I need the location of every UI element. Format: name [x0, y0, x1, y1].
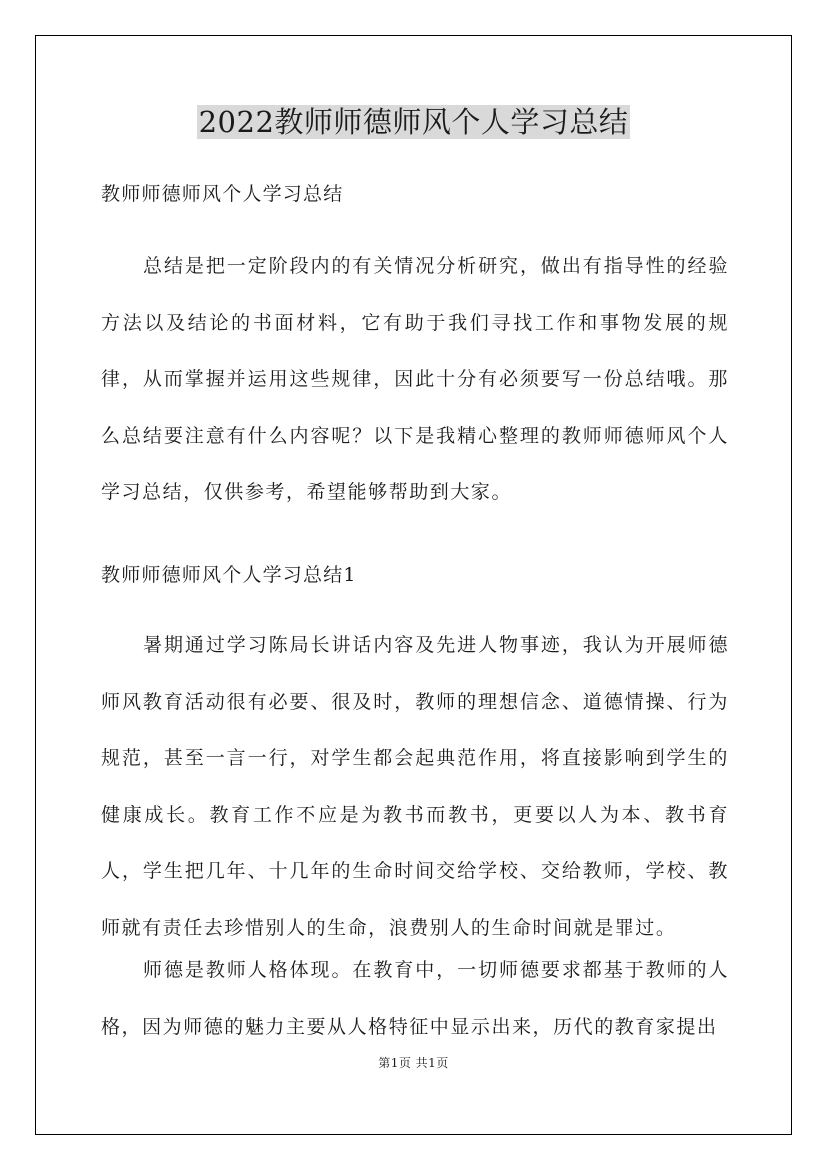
page-footer: 第1页 共1页 — [378, 1056, 449, 1070]
section-heading-intro: 教师师德师风个人学习总结 — [101, 183, 344, 205]
document-title-text: 2022教师师德师风个人学习总结 — [198, 105, 629, 139]
intro-paragraph: 总结是把一定阶段内的有关情况分析研究，做出有指导性的经验方法以及结论的书面材料，它有助于我们寻找工作和事物发展的规律，从而掌握并运用这些规律，因此十分有必须要写一份总结哦。那么总结要注意有什么内容呢？以下是我精心整理的教师师德师风个人学习总结，仅供参考，希望能够帮助到大家。 — [101, 255, 729, 503]
section-1-paragraph-2: 师德是教师人格体现。在教育中，一切师德要求都基于教师的人格，因为师德的魅力主要从人格特征中显示出来，历代的教育家提出 — [101, 959, 729, 1038]
section-heading-1: 教师师德师风个人学习总结1 — [101, 564, 357, 586]
document-title — [0, 102, 827, 142]
section-1-paragraph-1: 暑期通过学习陈局长讲话内容及先进人物事迹，我认为开展师德师风教育活动很有必要、很及时，教师的理想信念、道德情操、行为规范，甚至一言一行，对学生都会起典范作用，将直接影响到学生的健康成长。教育工作不应是为教书而教书，更要以人为本、教书育人，学生把几年、十几年的生命时间交给学校、交给教师，学校、教师就有责任去珍惜别人的生命，浪费别人的生命时间就是罪过。 — [101, 634, 729, 939]
